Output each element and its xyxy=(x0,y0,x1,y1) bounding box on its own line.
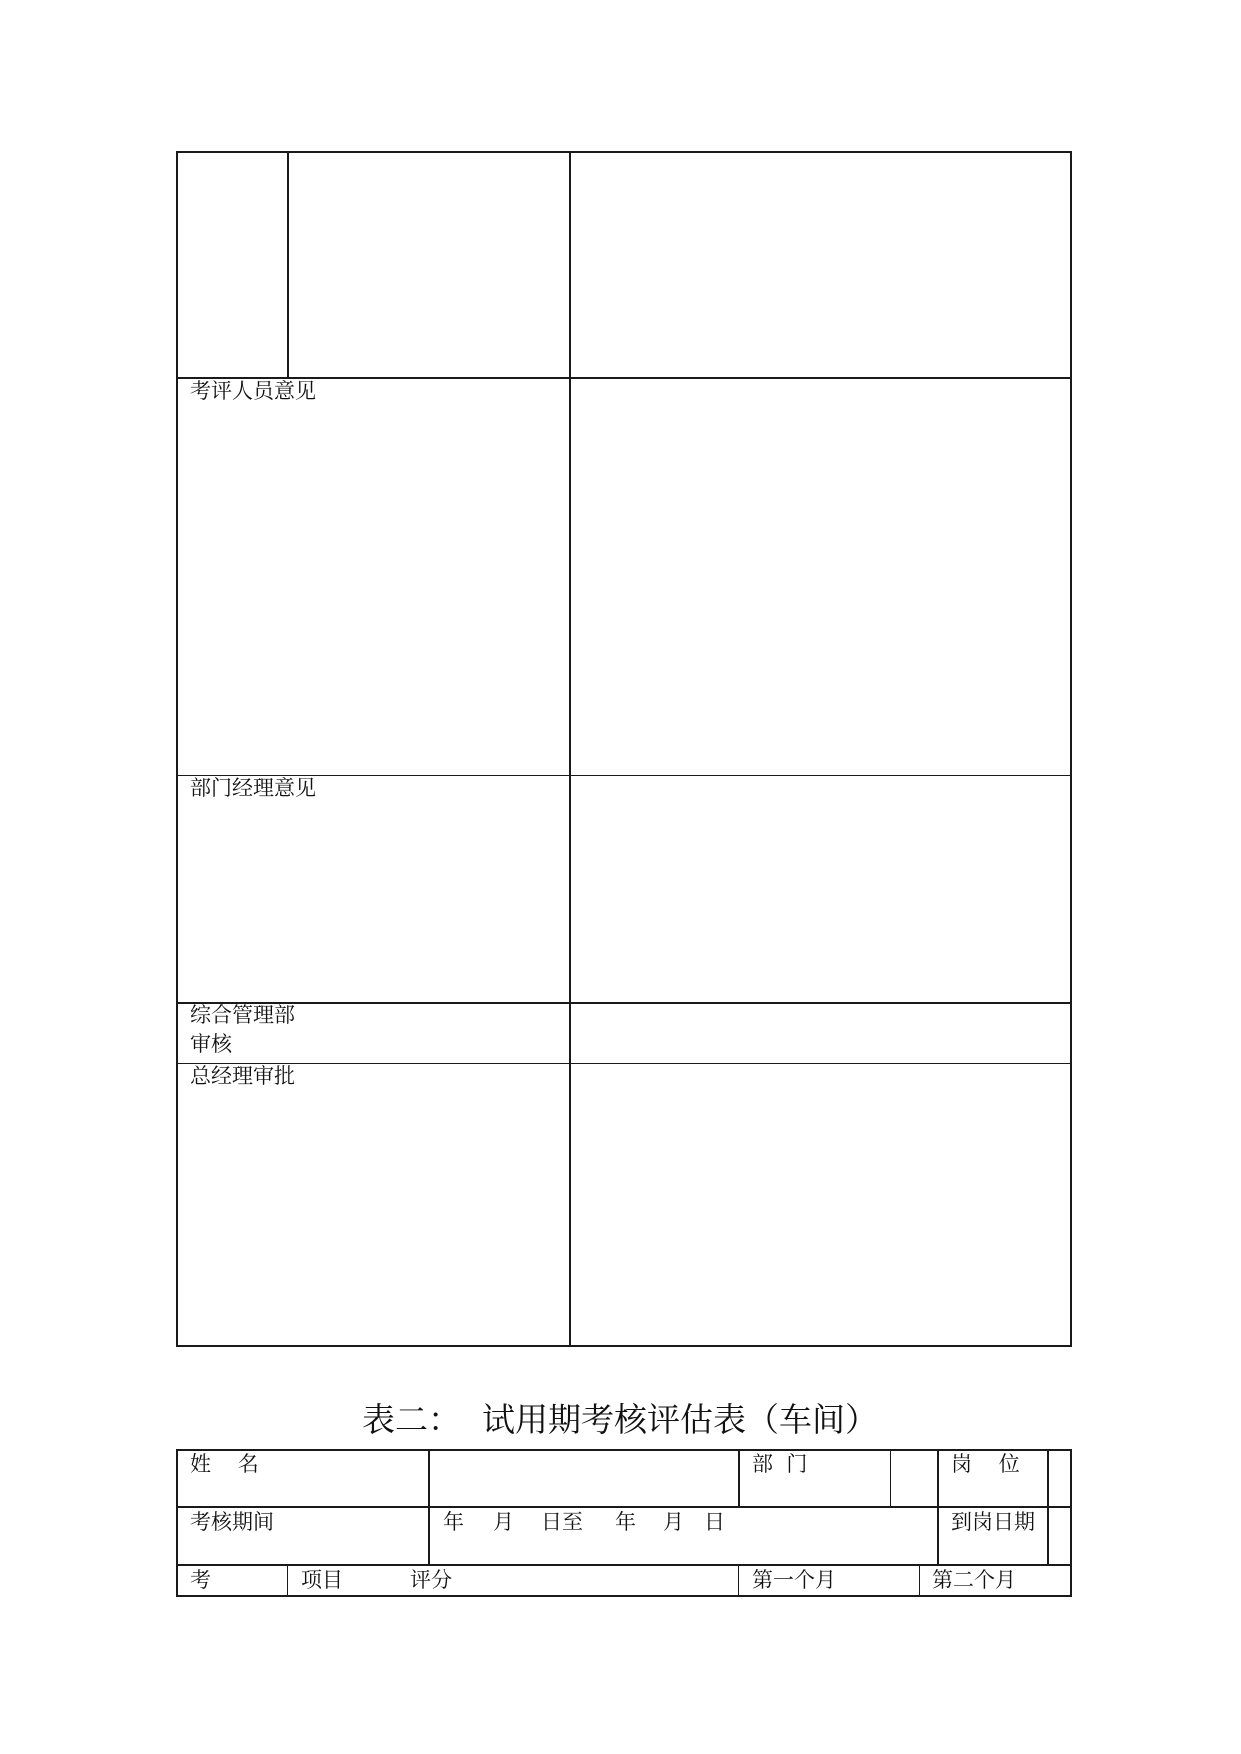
dept-manager-opinion-label: 部门经理意见 xyxy=(190,776,316,800)
name-label: 姓 名 xyxy=(190,1452,259,1476)
table2-col-divider-kao xyxy=(287,1565,288,1596)
table2-title: 表二： 试用期考核评估表（车间） xyxy=(362,1400,878,1439)
arrival-date-label: 到岗日期 xyxy=(951,1510,1035,1534)
month2-label: 第二个月 xyxy=(932,1568,1016,1592)
period-year-end: 年 xyxy=(615,1510,636,1534)
gm-approval-label: 总经理审批 xyxy=(190,1064,295,1088)
table2-col-divider-position xyxy=(937,1449,939,1565)
month1-label: 第一个月 xyxy=(752,1568,836,1592)
table2-col-divider-month1 xyxy=(738,1565,739,1596)
table1-inner-divider xyxy=(287,151,289,378)
table2-border-bottom xyxy=(176,1595,1072,1597)
period-day-end: 日 xyxy=(704,1510,725,1534)
kao-label: 考 xyxy=(190,1568,211,1592)
table1-middle-divider xyxy=(569,151,571,1347)
reviewer-opinion-label: 考评人员意见 xyxy=(190,379,316,403)
item-label: 项目 xyxy=(301,1568,343,1592)
admin-dept-review-label-line1: 综合管理部 xyxy=(190,1003,295,1027)
period-day-to: 日至 xyxy=(541,1510,583,1534)
department-label: 部 门 xyxy=(752,1452,808,1476)
position-label: 岗 位 xyxy=(951,1452,1020,1476)
table2-col-divider-dept-value xyxy=(890,1449,891,1507)
period-year-start: 年 xyxy=(443,1510,464,1534)
admin-dept-review-label-line2: 审核 xyxy=(190,1032,232,1056)
table1-row-divider-4 xyxy=(176,1063,1072,1064)
table1-border-left xyxy=(176,151,178,1347)
table2-border-right xyxy=(1070,1449,1072,1597)
period-month-end: 月 xyxy=(663,1510,684,1534)
period-month-start: 月 xyxy=(493,1510,514,1534)
table1-border-top xyxy=(176,151,1072,153)
table2-col-divider-month2 xyxy=(919,1565,920,1596)
period-label: 考核期间 xyxy=(190,1510,274,1534)
table2-border-left xyxy=(176,1449,178,1597)
table1-border-bottom xyxy=(176,1345,1072,1347)
score-label: 评分 xyxy=(410,1568,452,1592)
table2-col-divider-name xyxy=(428,1449,430,1565)
table2-col-divider-dept xyxy=(738,1449,740,1507)
table1-row-divider-3 xyxy=(176,1002,1072,1004)
table2-col-divider-position-value xyxy=(1047,1449,1049,1565)
table1-border-right xyxy=(1070,151,1072,1347)
